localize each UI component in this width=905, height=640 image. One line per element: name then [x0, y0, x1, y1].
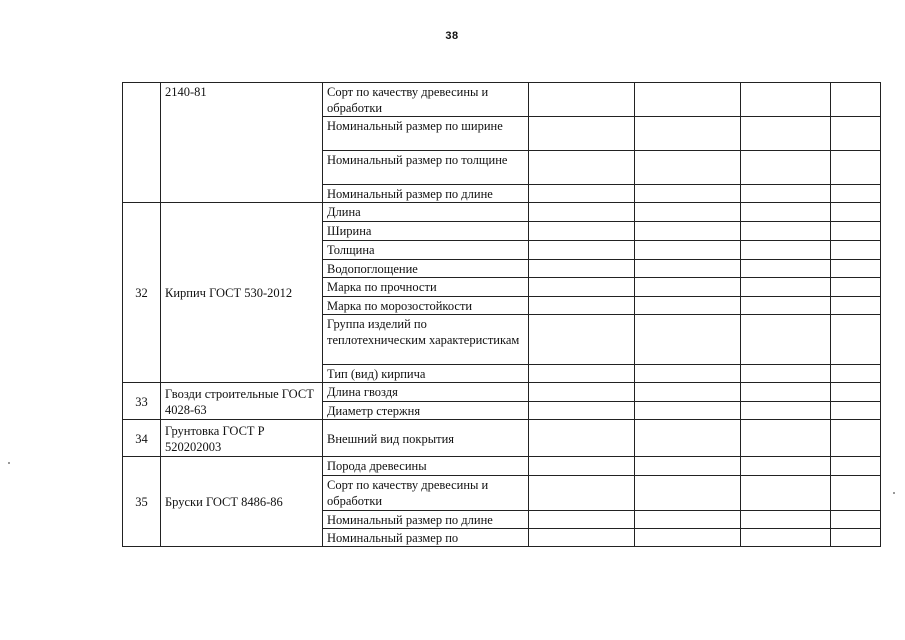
material-name-cell: 2140-81: [161, 83, 323, 203]
parameter-cell: Длина гвоздя: [323, 383, 529, 402]
parameter-cell: Марка по прочности: [323, 278, 529, 297]
table-row: [123, 420, 881, 457]
value-cell: [529, 365, 635, 383]
value-cell: [635, 241, 741, 260]
parameter-cell: Внешний вид покрытия: [323, 420, 529, 457]
parameter-cell: Тип (вид) кирпича: [323, 365, 529, 383]
value-cell: [741, 241, 831, 260]
value-cell: [831, 476, 881, 511]
value-cell: [635, 457, 741, 476]
value-cell: [831, 117, 881, 151]
value-cell: [831, 185, 881, 203]
table-row: [123, 83, 881, 117]
value-cell: [741, 278, 831, 297]
value-cell: [635, 151, 741, 185]
parameter-cell: Группа изделий по теплотехническим характеристикам: [323, 315, 529, 365]
value-cell: [831, 402, 881, 420]
material-name-cell: Гвозди строительные ГОСТ 4028-63: [161, 383, 323, 420]
value-cell: [529, 297, 635, 315]
value-cell: [741, 420, 831, 457]
value-cell: [635, 203, 741, 222]
page-number: 38: [445, 30, 459, 42]
value-cell: [831, 297, 881, 315]
row-number-cell: 32: [123, 203, 161, 383]
value-cell: [635, 365, 741, 383]
value-cell: [529, 476, 635, 511]
value-cell: [831, 151, 881, 185]
value-cell: [635, 511, 741, 529]
value-cell: [635, 222, 741, 241]
parameter-cell: Толщина: [323, 241, 529, 260]
value-cell: [635, 83, 741, 117]
value-cell: [635, 278, 741, 297]
table-row: [123, 383, 881, 402]
value-cell: [529, 83, 635, 117]
value-cell: [831, 278, 881, 297]
value-cell: [529, 278, 635, 297]
value-cell: [741, 383, 831, 402]
value-cell: [741, 151, 831, 185]
parameter-cell: Ширина: [323, 222, 529, 241]
value-cell: [741, 185, 831, 203]
parameter-cell: Номинальный размер по: [323, 529, 529, 547]
value-cell: [741, 203, 831, 222]
value-cell: [741, 260, 831, 278]
row-number-cell: 35: [123, 457, 161, 547]
value-cell: [831, 203, 881, 222]
value-cell: [831, 529, 881, 547]
value-cell: [741, 511, 831, 529]
value-cell: [741, 402, 831, 420]
value-cell: [741, 365, 831, 383]
value-cell: [635, 476, 741, 511]
value-cell: [831, 260, 881, 278]
value-cell: [529, 260, 635, 278]
row-number-cell: 34: [123, 420, 161, 457]
scan-speck: [8, 462, 10, 464]
parameter-cell: Номинальный размер по ширине: [323, 117, 529, 151]
value-cell: [635, 402, 741, 420]
material-name-cell: Грунтовка ГОСТ Р 520202003: [161, 420, 323, 457]
value-cell: [831, 315, 881, 365]
value-cell: [529, 511, 635, 529]
value-cell: [635, 315, 741, 365]
material-name-cell: Кирпич ГОСТ 530-2012: [161, 203, 323, 383]
value-cell: [635, 260, 741, 278]
parameter-cell: Марка по морозостойкости: [323, 297, 529, 315]
table-row: [123, 203, 881, 222]
value-cell: [831, 83, 881, 117]
value-cell: [529, 151, 635, 185]
value-cell: [529, 222, 635, 241]
parameter-cell: Номинальный размер по длине: [323, 185, 529, 203]
value-cell: [831, 241, 881, 260]
specification-table: [122, 82, 881, 547]
parameter-cell: Водопоглощение: [323, 260, 529, 278]
value-cell: [529, 529, 635, 547]
value-cell: [831, 222, 881, 241]
parameter-cell: Диаметр стержня: [323, 402, 529, 420]
value-cell: [741, 297, 831, 315]
parameter-cell: Сорт по качеству древесины и обработки: [323, 476, 529, 511]
value-cell: [529, 402, 635, 420]
parameter-cell: Номинальный размер по длине: [323, 511, 529, 529]
value-cell: [831, 383, 881, 402]
value-cell: [741, 315, 831, 365]
value-cell: [741, 83, 831, 117]
value-cell: [529, 420, 635, 457]
value-cell: [831, 365, 881, 383]
row-number-cell: 33: [123, 383, 161, 420]
value-cell: [529, 203, 635, 222]
value-cell: [831, 420, 881, 457]
value-cell: [529, 185, 635, 203]
row-number-cell: [123, 83, 161, 203]
parameter-cell: Номинальный размер по толщине: [323, 151, 529, 185]
parameter-cell: Длина: [323, 203, 529, 222]
value-cell: [529, 117, 635, 151]
value-cell: [635, 117, 741, 151]
value-cell: [741, 457, 831, 476]
value-cell: [741, 476, 831, 511]
scan-speck: [893, 492, 895, 494]
value-cell: [529, 241, 635, 260]
value-cell: [831, 511, 881, 529]
value-cell: [529, 457, 635, 476]
parameter-cell: Сорт по качеству древесины и обработки: [323, 83, 529, 117]
value-cell: [635, 383, 741, 402]
value-cell: [741, 529, 831, 547]
value-cell: [741, 222, 831, 241]
value-cell: [635, 185, 741, 203]
value-cell: [635, 529, 741, 547]
value-cell: [529, 315, 635, 365]
value-cell: [741, 117, 831, 151]
table-row: [123, 457, 881, 476]
value-cell: [635, 420, 741, 457]
value-cell: [635, 297, 741, 315]
value-cell: [529, 383, 635, 402]
value-cell: [831, 457, 881, 476]
parameter-cell: Порода древесины: [323, 457, 529, 476]
material-name-cell: Бруски ГОСТ 8486-86: [161, 457, 323, 547]
